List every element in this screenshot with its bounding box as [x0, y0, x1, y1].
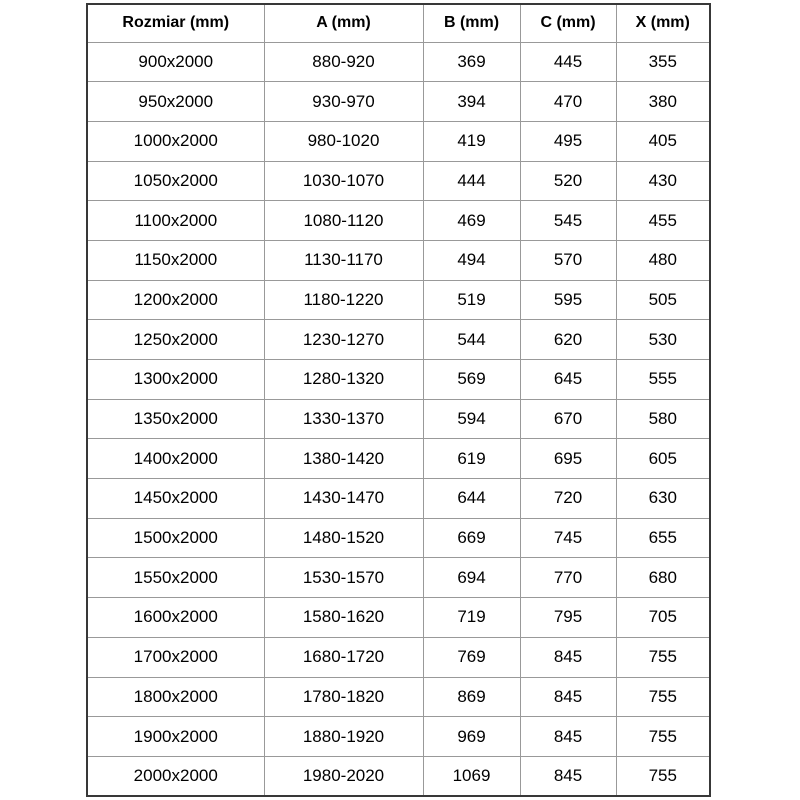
table-cell: 1069	[423, 756, 520, 796]
table-cell: 845	[520, 677, 616, 717]
table-cell: 1330-1370	[264, 399, 423, 439]
column-header-4: X (mm)	[616, 4, 710, 42]
size-spec-table	[86, 3, 711, 797]
table-row	[87, 320, 710, 360]
table-cell: 1350x2000	[87, 399, 264, 439]
table-cell: 1500x2000	[87, 518, 264, 558]
table-cell: 2000x2000	[87, 756, 264, 796]
table-cell: 845	[520, 756, 616, 796]
table-cell: 594	[423, 399, 520, 439]
table-cell: 845	[520, 717, 616, 757]
table-cell: 900x2000	[87, 42, 264, 82]
table-header-row	[87, 4, 710, 42]
table-cell: 505	[616, 280, 710, 320]
table-row	[87, 439, 710, 479]
table-cell: 1200x2000	[87, 280, 264, 320]
table-cell: 1180-1220	[264, 280, 423, 320]
table-cell: 745	[520, 518, 616, 558]
column-header-2: B (mm)	[423, 4, 520, 42]
table-cell: 869	[423, 677, 520, 717]
table-cell: 720	[520, 479, 616, 519]
table-cell: 770	[520, 558, 616, 598]
table-row	[87, 161, 710, 201]
table-cell: 355	[616, 42, 710, 82]
table-row	[87, 677, 710, 717]
table-body	[87, 42, 710, 796]
table-row	[87, 240, 710, 280]
table-cell: 930-970	[264, 82, 423, 122]
table-cell: 645	[520, 360, 616, 400]
table-cell: 570	[520, 240, 616, 280]
column-header-3: C (mm)	[520, 4, 616, 42]
table-cell: 1000x2000	[87, 121, 264, 161]
table-cell: 705	[616, 598, 710, 638]
table-row	[87, 201, 710, 241]
table-cell: 695	[520, 439, 616, 479]
table-cell: 1230-1270	[264, 320, 423, 360]
table-row	[87, 399, 710, 439]
table-cell: 1050x2000	[87, 161, 264, 201]
table-cell: 494	[423, 240, 520, 280]
table-cell: 495	[520, 121, 616, 161]
table-cell: 1530-1570	[264, 558, 423, 598]
table-row	[87, 82, 710, 122]
table-cell: 1450x2000	[87, 479, 264, 519]
table-cell: 620	[520, 320, 616, 360]
table-cell: 755	[616, 717, 710, 757]
table-cell: 669	[423, 518, 520, 558]
table-cell: 880-920	[264, 42, 423, 82]
table-cell: 969	[423, 717, 520, 757]
column-header-0: Rozmiar (mm)	[87, 4, 264, 42]
table-cell: 544	[423, 320, 520, 360]
table-cell: 1300x2000	[87, 360, 264, 400]
table-cell: 795	[520, 598, 616, 638]
table-cell: 755	[616, 677, 710, 717]
table-cell: 1480-1520	[264, 518, 423, 558]
table-row	[87, 280, 710, 320]
table-cell: 1080-1120	[264, 201, 423, 241]
table-header	[87, 4, 710, 42]
table-row	[87, 637, 710, 677]
table-cell: 380	[616, 82, 710, 122]
table-cell: 545	[520, 201, 616, 241]
table-cell: 605	[616, 439, 710, 479]
table-cell: 419	[423, 121, 520, 161]
table-cell: 755	[616, 756, 710, 796]
table-cell: 1130-1170	[264, 240, 423, 280]
table-row	[87, 479, 710, 519]
table-cell: 1150x2000	[87, 240, 264, 280]
table-row	[87, 598, 710, 638]
table-cell: 1800x2000	[87, 677, 264, 717]
table-cell: 655	[616, 518, 710, 558]
table-cell: 470	[520, 82, 616, 122]
table-cell: 405	[616, 121, 710, 161]
table-cell: 1380-1420	[264, 439, 423, 479]
table-cell: 950x2000	[87, 82, 264, 122]
table-cell: 1680-1720	[264, 637, 423, 677]
table-cell: 369	[423, 42, 520, 82]
table-cell: 719	[423, 598, 520, 638]
table-cell: 469	[423, 201, 520, 241]
table-row	[87, 518, 710, 558]
table-cell: 530	[616, 320, 710, 360]
table-cell: 455	[616, 201, 710, 241]
table-cell: 580	[616, 399, 710, 439]
table-cell: 1580-1620	[264, 598, 423, 638]
table-cell: 445	[520, 42, 616, 82]
table-cell: 1430-1470	[264, 479, 423, 519]
table-cell: 1280-1320	[264, 360, 423, 400]
table-cell: 630	[616, 479, 710, 519]
table-cell: 1980-2020	[264, 756, 423, 796]
table-cell: 755	[616, 637, 710, 677]
table-row	[87, 558, 710, 598]
table-row	[87, 42, 710, 82]
table-row	[87, 360, 710, 400]
table-row	[87, 717, 710, 757]
column-header-1: A (mm)	[264, 4, 423, 42]
table-cell: 769	[423, 637, 520, 677]
table-cell: 845	[520, 637, 616, 677]
table-cell: 680	[616, 558, 710, 598]
table-cell: 569	[423, 360, 520, 400]
table-cell: 1780-1820	[264, 677, 423, 717]
table-cell: 555	[616, 360, 710, 400]
table-cell: 430	[616, 161, 710, 201]
table-cell: 670	[520, 399, 616, 439]
table-cell: 1550x2000	[87, 558, 264, 598]
table-row	[87, 756, 710, 796]
table-cell: 644	[423, 479, 520, 519]
table-cell: 1880-1920	[264, 717, 423, 757]
table-row	[87, 121, 710, 161]
table-cell: 444	[423, 161, 520, 201]
table-cell: 480	[616, 240, 710, 280]
table-cell: 1100x2000	[87, 201, 264, 241]
table-cell: 595	[520, 280, 616, 320]
table-cell: 1030-1070	[264, 161, 423, 201]
table-cell: 980-1020	[264, 121, 423, 161]
table-cell: 1400x2000	[87, 439, 264, 479]
table-cell: 394	[423, 82, 520, 122]
table-cell: 519	[423, 280, 520, 320]
table-cell: 619	[423, 439, 520, 479]
table-cell: 1600x2000	[87, 598, 264, 638]
table-cell: 1250x2000	[87, 320, 264, 360]
table-cell: 520	[520, 161, 616, 201]
table-cell: 1900x2000	[87, 717, 264, 757]
table-cell: 1700x2000	[87, 637, 264, 677]
table-cell: 694	[423, 558, 520, 598]
